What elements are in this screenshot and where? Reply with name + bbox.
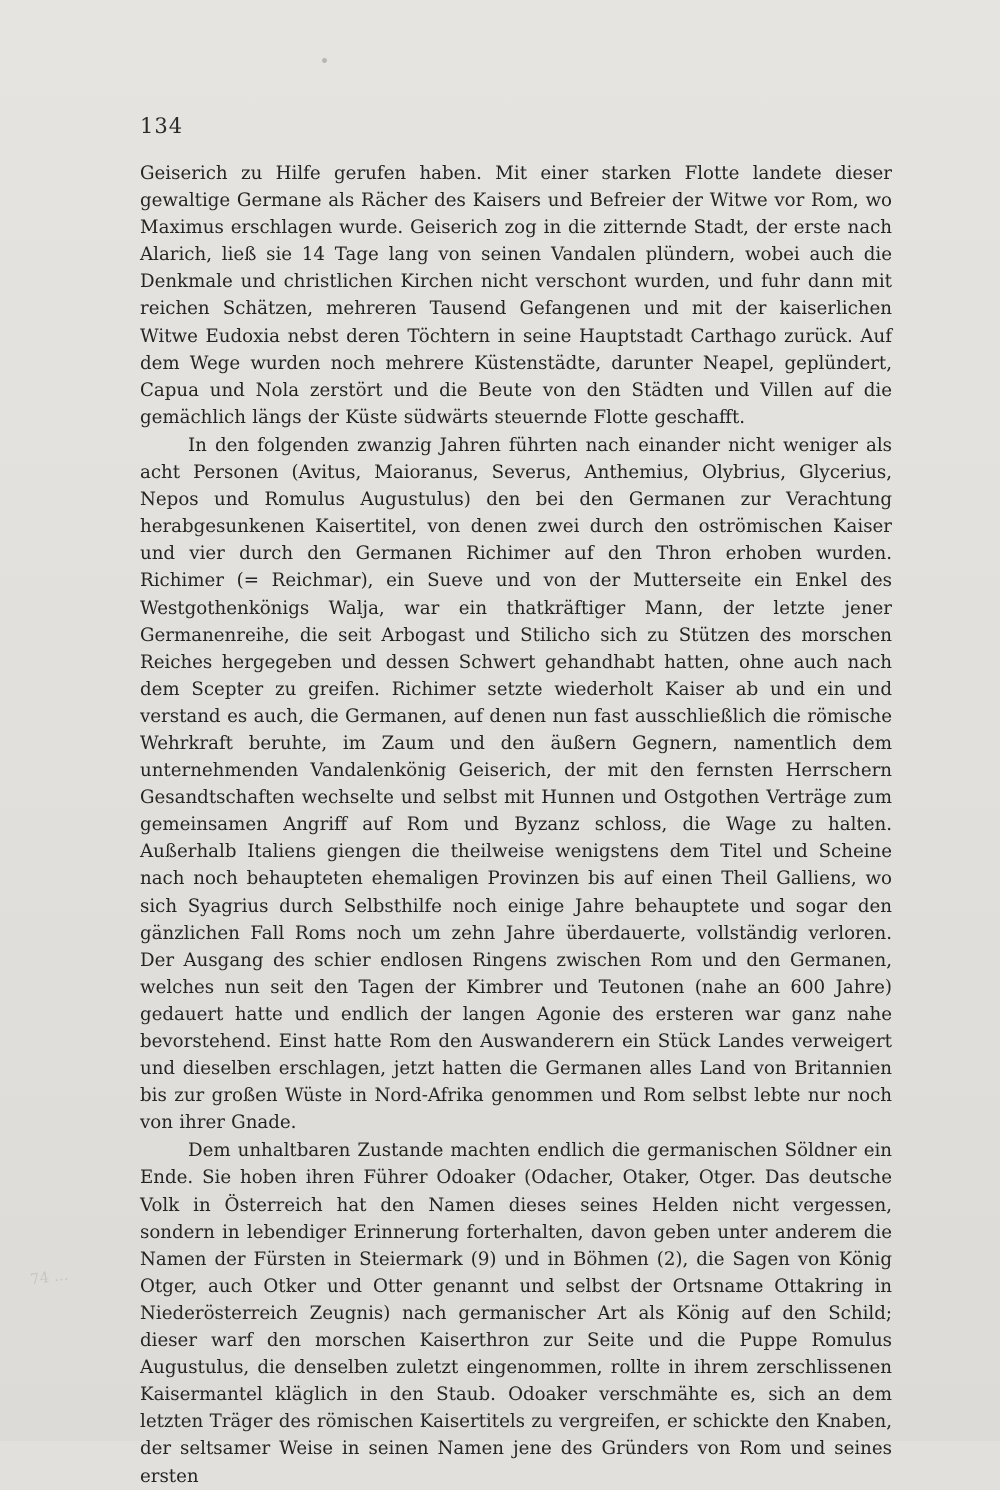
paragraph-1: Geiserich zu Hilfe gerufen haben. Mit einer starken Flotte landete dieser gewaltige Germane als Rächer des Kaisers und Befreier der Witwe vor Rom, wo Maximus erschlagen wurde. Geiserich zog in die zitternde Stadt, der erste nach Alarich, ließ sie 14 Tage lang von seinen Vandalen plündern, wobei auch die Denkmale und christlichen Kirchen nicht verschont wurden, und fuhr dann mit reichen Schätzen, mehreren Tausend Gefangenen und mit der kaiserlichen Witwe Eudoxia nebst deren Töchtern in seine Hauptstadt Carthago zurück. Auf dem Wege wurden noch mehrere Küstenstädte, darunter Neapel, geplündert, Capua und Nola zerstört und die Beute von den Städten und Villen auf die gemächlich längs der Küste südwärts steuernde Flotte geschafft.: [140, 163, 892, 428]
faint-margin-handwriting: 74 ...: [28, 1265, 70, 1289]
paper-speck: [322, 58, 327, 63]
body-text: [140, 160, 892, 1490]
paragraph-2: In den folgenden zwanzig Jahren führten nach einander nicht weniger als acht Personen (Avitus, Maioranus, Severus, Anthemius, Olybrius, Glycerius, Nepos und Romulus Augustulus) den bei den Germanen zur Verachtung herabgesunkenen Kaisertitel, von denen zwei durch den oströmischen Kaiser und vier durch den Germanen Richimer auf den Thron erhoben wurden. Richimer (= Reichmar), ein Sueve und von der Mutterseite ein Enkel des Westgothenkönigs Walja, war ein thatkräftiger Mann, der letzte jener Germanenreihe, die seit Arbogast und Stilicho sich zu Stützen des morschen Reiches hergegeben und dessen Schwert gehandhabt hatten, ohne auch nach dem Scepter zu greifen. Richimer setzte wiederholt Kaiser ab und ein und verstand es auch, die Germanen, auf denen nun fast ausschließlich die römische Wehrkraft beruhte, im Zaum und den äußern Gegnern, namentlich dem unternehmenden Vandalenkönig Geiserich, der mit den fernsten Herrschern Gesandtschaften wechselte und selbst mit Hunnen und Ostgothen Verträge zum gemeinsamen Angriff auf Rom und Byzanz schloss, die Wage zu halten. Außerhalb Italiens giengen die theilweise wenigstens dem Titel und Scheine nach noch behaupteten ehemaligen Provinzen bis auf einen Theil Galliens, wo sich Syagrius durch Selbsthilfe noch einige Jahre behauptete und sogar den gänzlichen Fall Roms noch um zehn Jahre überdauerte, vollständig verloren. Der Ausgang des schier endlosen Ringens zwischen Rom und den Germanen, welches nun seit den Tagen der Kimbrer und Teutonen (nahe an 600 Jahre) gedauert hatte und endlich der langen Agonie des ersteren war ganz nahe bevorstehend. Einst hatte Rom den Auswanderern ein Stück Landes verweigert und dieselben erschlagen, jetzt hatten die Germanen alles Land von Britannien bis zur großen Wüste in Nord-Afrika genommen und Rom selbst lebte nur noch von ihrer Gnade.: [140, 434, 892, 1134]
page-number: 134: [140, 114, 184, 138]
paragraph-3: Dem unhaltbaren Zustande machten endlich die germanischen Söldner ein Ende. Sie hoben ihren Führer Odoaker (Odacher, Otaker, Otger. Das deutsche Volk in Österreich hat den Namen dieses seines Helden nicht vergessen, sondern in lebendiger Erinnerung forterhalten, davon geben unter anderem die Namen der Fürsten in Steiermark (9) und in Böhmen (2), die Sagen von König Otger, auch Otker und Otter genannt und selbst der Ortsname Ottakring in Niederösterreich Zeugnis) nach germanischer Art als König auf den Schild; dieser warf den morschen Kaiserthron zur Seite und die Puppe Romulus Augustulus, die denselben zuletzt eingenommen, rollte in ihrem zerschlissenen Kaisermantel kläglich in den Staub. Odoaker verschmähte es, sich an dem letzten Träger des römischen Kaisertitels zu vergreifen, er schickte den Knaben, der seltsamer Weise in seinen Namen jene des Gründers von Rom und seines ersten: [140, 1140, 892, 1487]
